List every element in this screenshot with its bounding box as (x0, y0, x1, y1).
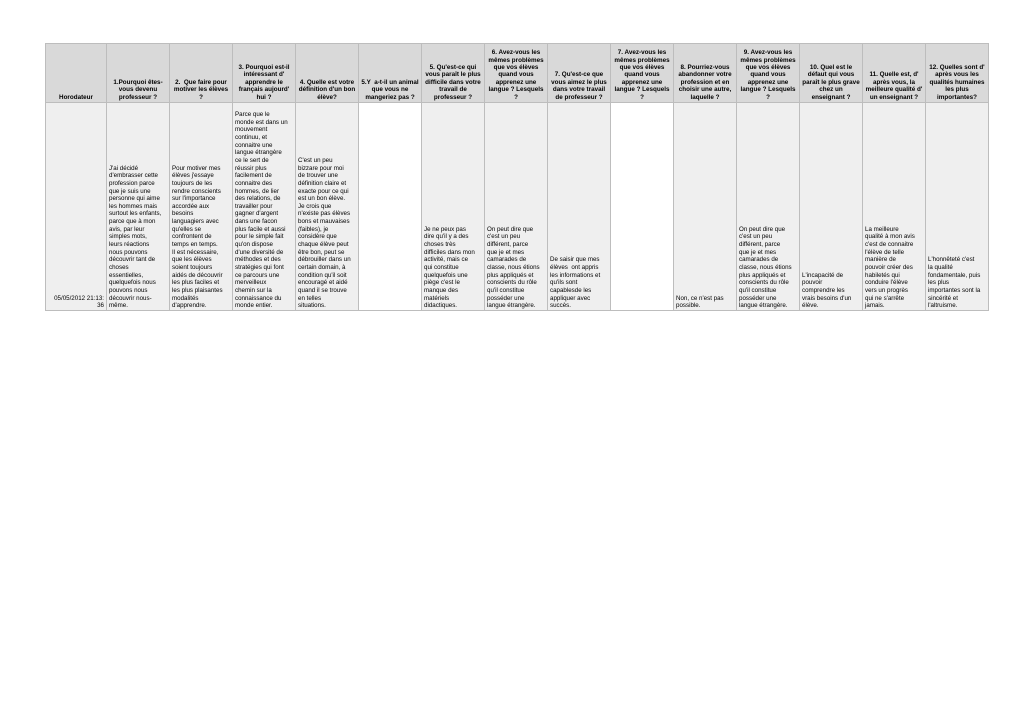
cell-q5-difficulty: Je ne peux pas dire qu'il y a des choses très difficiles dans mon activité, mais ce qui constitue quelquefois une piège c'est le manque des matériels didactiques. (422, 103, 485, 311)
header-q3: 3. Pourquoi est-il intéressant d' apprendre le français aujourd' hui ? (233, 44, 296, 103)
header-q12: 12. Quelles sont d' après vous les qualités humaines les plus importantes? (926, 44, 989, 103)
header-q6: 6. Avez-vous les mêmes problèmes que vos élèves quand vous apprenez une langue ? Lesquels ? (485, 44, 548, 103)
table-row (46, 103, 989, 311)
cell-q6: On peut dire que c'est un peu différent, parce que je et mes camarades de classe, nous étions plus appliqués et conscients du rôle qu'il constitue posséder une langue étrangère. (485, 103, 548, 311)
cell-q10: L'incapacité de pouvoir comprendre les vrais besoins d'un élève. (800, 103, 863, 311)
cell-q4: C'est un peu bizzare pour moi de trouver une définition claire et exacte pour ce qui est un bon élève. Je crois que n'existe pas élèves bons et mauvaises (faibles), je considère que chaque élève peut être bon, peut se débrouiller dans un certain domain, à condition qu'il soit encouragé et aidé quand il se trouve en telles situations. (296, 103, 359, 311)
cell-q7-like: De saisir que mes élèves ont appris les informations et qu'ils sont capablesde les appliquer avec succès. (548, 103, 611, 311)
header-q2: 2. Que faire pour motiver les élèves ? (170, 44, 233, 103)
cell-q7-problems (611, 103, 674, 311)
header-q8: 8. Pourriez-vous abandonner votre profession et en choisir une autre, laquelle ? (674, 44, 737, 103)
cell-q2: Pour motiver mes élèves j'essaye toujours de les rendre conscients sur l'importance accordée aux besoins languagiers avec qu'elles se confrontent de temps en temps. Il est nécessaire, que les élèves soient toujours aidés de découvrir les plus faciles et les plus plaisantes modalités d'apprendre. (170, 103, 233, 311)
cell-q9: On peut dire que c'est un peu différent, parce que je et mes camarades de classe, nous étions plus appliqués et conscients du rôle qu'il constitue posséder une langue étrangère. (737, 103, 800, 311)
header-q11: 11. Quelle est, d' après vous, la meilleure qualité d' un enseignant ? (863, 44, 926, 103)
cell-q12: L'honnêteté c'est la qualité fondamentale, puis les plus importantes sont la sincérité et l'altruisme. (926, 103, 989, 311)
header-row (46, 44, 989, 103)
header-q5-difficulty: 5. Qu'est-ce qui vous paraît le plus difficile dans votre travail de professeur ? (422, 44, 485, 103)
cell-q1: J'ai décidé d'embrasser cette profession parce que je suis une personne qui aime les hommes mais surtout les enfants, parce que à mon avis, par leur simples mots, leurs réactions nous pouvons découvrir tant de choses essentielles, quelquefois nous pouvons nous découvrir nous- même. (107, 103, 170, 311)
header-q10: 10. Quel est le défaut qui vous paraît le plus grave chez un enseignant ? (800, 44, 863, 103)
header-q7-problems: 7. Avez-vous les mêmes problèmes que vos élèves quand vous apprenez une langue ? Lesquels ? (611, 44, 674, 103)
header-q4: 4. Quelle est votre définition d'un bon élève? (296, 44, 359, 103)
cell-horodateur: 05/05/2012 21:13: 36 (46, 103, 107, 311)
header-q1: 1.Pourquoi êtes-vous devenu professeur ? (107, 44, 170, 103)
header-horodateur: Horodateur (46, 44, 107, 103)
header-q9: 9. Avez-vous les mêmes problèmes que vos élèves quand vous apprenez une langue ? Lesquels ? (737, 44, 800, 103)
cell-q8: Non, ce n'est pas possible. (674, 103, 737, 311)
header-q5-animal: 5.Y a-t-il un animal que vous ne mangeriez pas ? (359, 44, 422, 103)
cell-q5-animal (359, 103, 422, 311)
responses-table (45, 43, 989, 311)
cell-q11: La meilleure qualité à mon avis c'est de connaitre l'élève de telle manière de pouvoir créer des habiletés qui conduire l'élève vers un progrès qui ne s'arrête jamais. (863, 103, 926, 311)
header-q7-like: 7. Qu'est-ce que vous aimez le plus dans votre travail de professeur ? (548, 44, 611, 103)
cell-q3: Parce que le monde est dans un mouvement continuu, et connaitre une langue étrangère ce le sert de réussir plus facilement de connaitre des hommes, de lier des relations, de travailler pour gagner d'argent dans une facon plus facile et aussi pour le simple fait qu'on dispose d'une diversité de méthodes et des stratégies qui font ce parcours une merveilleux chemin sur la connaissance du monde entier. (233, 103, 296, 311)
